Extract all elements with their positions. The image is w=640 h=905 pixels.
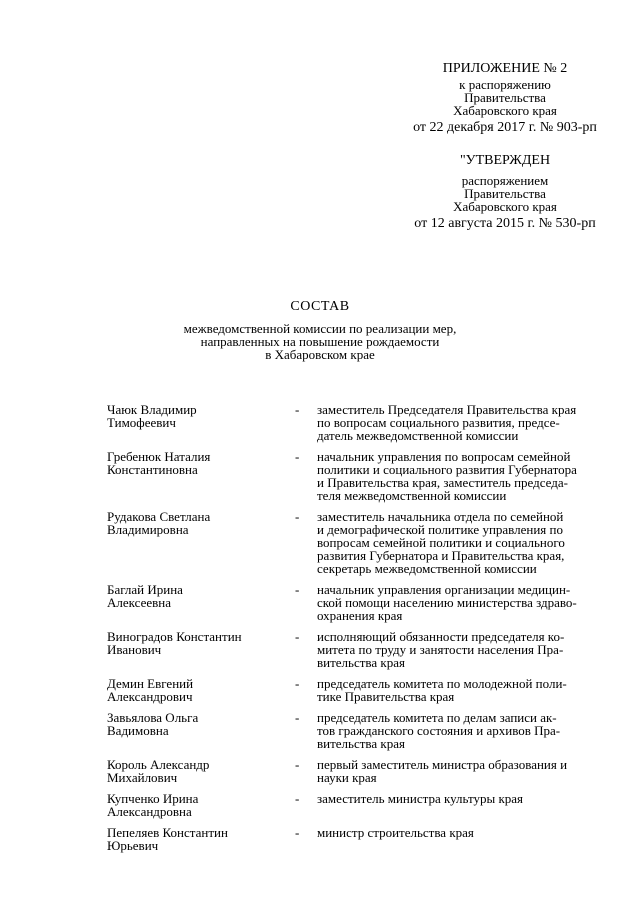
member-position-line: науки края: [317, 770, 377, 785]
member-row: [107, 826, 617, 852]
member-position-line: первый заместитель министра образования и: [317, 757, 568, 772]
member-name: [107, 711, 295, 750]
appendix-line: Правительства: [464, 90, 546, 105]
member-dash: -: [295, 582, 300, 597]
member-position-line: председатель комитета по молодежной поли-: [317, 676, 567, 691]
approved-line: Хабаровского края: [453, 199, 557, 214]
member-position-line: тике Правительства края: [317, 689, 455, 704]
members-list: [107, 403, 617, 860]
member-dash: -: [295, 449, 300, 464]
member-position-line: тов гражданского состояния и архивов Пра-: [317, 723, 561, 738]
member-position-line: теля межведомственной комиссии: [317, 488, 507, 503]
member-position-line: датель межведомственной комиссии: [317, 428, 519, 443]
member-name-line: Король Александр: [107, 757, 210, 772]
member-position-line: вительства края: [317, 736, 405, 751]
member-name-line: Виноградов Константин: [107, 629, 242, 644]
member-position: [317, 630, 613, 669]
member-dash: -: [295, 402, 300, 417]
member-position-line: и демографической политике управления по: [317, 522, 563, 537]
member-name-line: Иванович: [107, 642, 162, 657]
member-name: [107, 630, 295, 669]
member-name-line: Алексеевна: [107, 595, 171, 610]
member-position-line: заместитель министра культуры края: [317, 791, 524, 806]
member-name-line: Вадимовна: [107, 723, 169, 738]
member-position-line: начальник управления по вопросам семейной: [317, 449, 571, 464]
member-row: [107, 758, 617, 784]
member-name-line: Александровна: [107, 804, 192, 819]
member-row: [107, 792, 617, 818]
member-name: [107, 450, 295, 502]
member-position-line: заместитель Председателя Правительства края: [317, 402, 577, 417]
member-name: [107, 826, 295, 852]
member-name: [107, 510, 295, 575]
member-position-line: исполняющий обязанности председателя ко-: [317, 629, 565, 644]
member-dash: -: [295, 710, 300, 725]
approved-title: "УТВЕРЖДЕН: [459, 153, 551, 168]
member-position-line: развития Губернатора и Правительства края,: [317, 548, 565, 563]
member-name-line: Купченко Ирина: [107, 791, 199, 806]
member-row: [107, 450, 617, 502]
document-subtitle-line: направленных на повышение рождаемости: [200, 334, 440, 349]
appendix-line: Хабаровского края: [453, 103, 557, 118]
member-position-line: охранения края: [317, 608, 403, 623]
member-name: [107, 583, 295, 622]
member-dash: -: [295, 791, 300, 806]
member-position-line: митета по труду и занятости населения Пра-: [317, 642, 564, 657]
member-position-line: заместитель начальника отдела по семейной: [317, 509, 564, 524]
member-position: [317, 510, 613, 575]
member-name-line: Рудакова Светлана: [107, 509, 211, 524]
member-position-line: председатель комитета по делам записи ак-: [317, 710, 557, 725]
member-position: [317, 711, 613, 750]
approved-header: [400, 152, 610, 235]
member-position-line: начальник управления организации медицин-: [317, 582, 571, 597]
member-name-line: Баглай Ирина: [107, 582, 183, 597]
member-position-line: политики и социального развития Губернатора: [317, 462, 577, 477]
member-dash: -: [295, 629, 300, 644]
member-position-line: вопросам семейной политики и социального: [317, 535, 565, 550]
member-position: [317, 677, 613, 703]
document-heading: СОСТАВ: [290, 299, 350, 314]
member-row: [107, 403, 617, 442]
member-position-line: и Правительства края, заместитель председа-: [317, 475, 568, 490]
member-name-line: Владимировна: [107, 522, 189, 537]
member-dash: -: [295, 676, 300, 691]
member-name-line: Пепеляев Константин: [107, 825, 228, 840]
appendix-header: [400, 60, 610, 139]
member-name: [107, 792, 295, 818]
member-dash: -: [295, 825, 300, 840]
member-position: [317, 826, 613, 852]
document-title: [100, 298, 540, 361]
member-row: [107, 510, 617, 575]
member-dash: -: [295, 509, 300, 524]
member-position-line: вительства края: [317, 655, 405, 670]
member-name-line: Александрович: [107, 689, 193, 704]
member-row: [107, 630, 617, 669]
document-subtitle-line: в Хабаровском крае: [265, 347, 375, 362]
member-name-line: Константиновна: [107, 462, 198, 477]
member-row: [107, 677, 617, 703]
member-position: [317, 403, 613, 442]
member-row: [107, 711, 617, 750]
member-name-line: Тимофеевич: [107, 415, 176, 430]
member-name-line: Юрьевич: [107, 838, 159, 853]
member-position: [317, 758, 613, 784]
member-position: [317, 583, 613, 622]
member-name: [107, 758, 295, 784]
member-position: [317, 792, 613, 818]
member-position: [317, 450, 613, 502]
document-subtitle-line: межведомственной комиссии по реализации мер,: [183, 321, 457, 336]
appendix-title: ПРИЛОЖЕНИЕ № 2: [442, 61, 568, 76]
member-row: [107, 583, 617, 622]
approved-line: распоряжением: [461, 173, 549, 188]
member-position-line: секретарь межведомственной комиссии: [317, 561, 537, 576]
member-name-line: Завьялова Ольга: [107, 710, 199, 725]
member-name-line: Чаюк Владимир: [107, 402, 197, 417]
member-name-line: Михайлович: [107, 770, 178, 785]
approved-line: Правительства: [464, 186, 546, 201]
member-position-line: министр строительства края: [317, 825, 474, 840]
member-position-line: ской помощи населению министерства здраво-: [317, 595, 577, 610]
member-dash: -: [295, 757, 300, 772]
approved-date: от 12 августа 2015 г. № 530-рп: [414, 216, 596, 231]
appendix-date: от 22 декабря 2017 г. № 903-рп: [413, 120, 597, 135]
member-name: [107, 677, 295, 703]
appendix-line: к распоряжению: [459, 77, 551, 92]
member-position-line: по вопросам социального развития, предсе-: [317, 415, 560, 430]
member-name: [107, 403, 295, 442]
member-name-line: Гребенюк Наталия: [107, 449, 211, 464]
member-name-line: Демин Евгений: [107, 676, 194, 691]
